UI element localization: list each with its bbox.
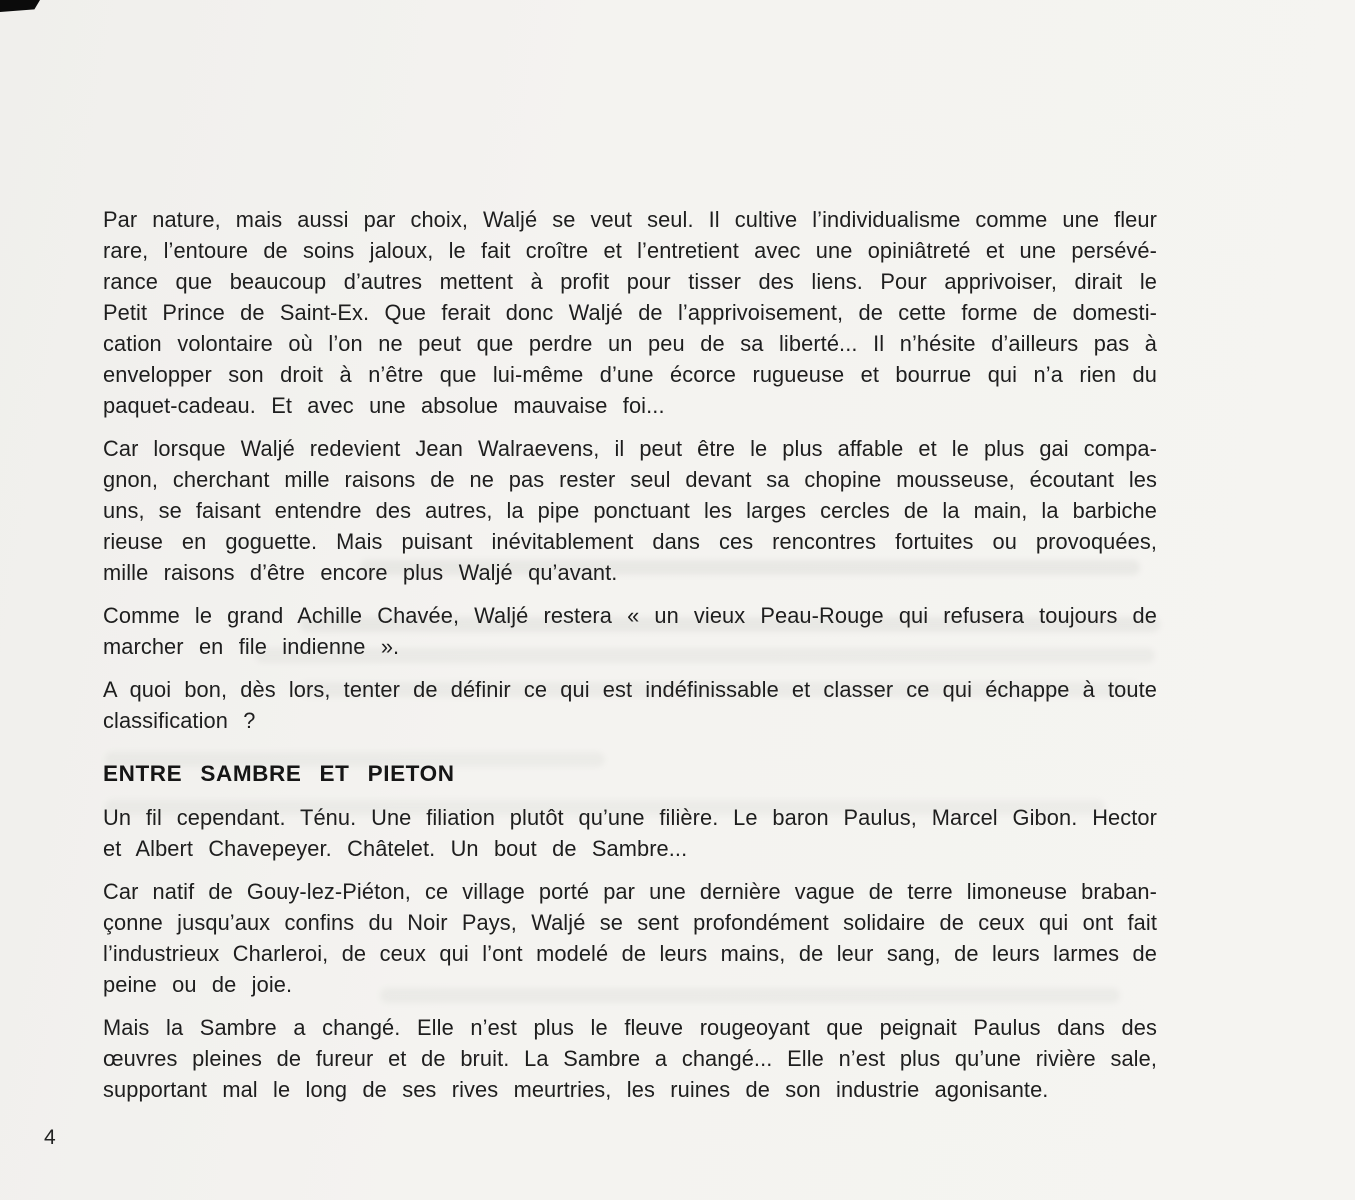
text-line: cation volontaire où l’on ne peut que perdre un peu de sa liberté... Il n’hésite d’ailleurs pas à — [103, 331, 1157, 356]
paragraph — [103, 1012, 1157, 1105]
paragraph — [103, 204, 1157, 421]
paragraph — [103, 802, 1157, 864]
text-line: Petit Prince de Saint-Ex. Que ferait donc Waljé de l’apprivoisement, de cette forme de domesti- — [103, 300, 1157, 325]
text-line: A quoi bon, dès lors, tenter de définir ce qui est indéfinissable et classer ce qui échappe à toute — [103, 677, 1157, 702]
text-line: Par nature, mais aussi par choix, Waljé se veut seul. Il cultive l’individualisme comme une fleur — [103, 207, 1157, 232]
text-line: Mais la Sambre a changé. Elle n’est plus le fleuve rougeoyant que peignait Paulus dans des — [103, 1015, 1157, 1040]
text-line: rare, l’entoure de soins jaloux, le fait croître et l’entretient avec une opiniâtreté et une persévé- — [103, 238, 1157, 263]
text-line: envelopper son droit à n’être que lui-même d’une écorce rugueuse et bourrue qui n’a rien du — [103, 362, 1157, 387]
text-line: gnon, cherchant mille raisons de ne pas rester seul devant sa chopine mousseuse, écoutant les — [103, 467, 1157, 492]
text-line: classification ? — [103, 708, 256, 733]
text-line: mille raisons d’être encore plus Waljé qu’avant. — [103, 560, 618, 585]
page-number: 4 — [44, 1126, 56, 1149]
text-line: peine ou de joie. — [103, 972, 293, 997]
text-line: rieuse en goguette. Mais puisant inévitablement dans ces rencontres fortuites ou provoquées, — [103, 529, 1157, 554]
text-line: Un fil cependant. Ténu. Une filiation plutôt qu’une filière. Le baron Paulus, Marcel Gibon. Hector — [103, 805, 1157, 830]
text-line: Car natif de Gouy-lez-Piéton, ce village porté par une dernière vague de terre limoneuse braban- — [103, 879, 1157, 904]
text-line: paquet-cadeau. Et avec une absolue mauvaise foi... — [103, 393, 665, 418]
text-line: uns, se faisant entendre des autres, la pipe ponctuant les larges cercles de la main, la barbiche — [103, 498, 1157, 523]
text-line: Comme le grand Achille Chavée, Waljé restera « un vieux Peau-Rouge qui refusera toujours de — [103, 603, 1157, 628]
page-text-column — [103, 204, 1157, 1117]
section-heading: ENTRE SAMBRE ET PIETON — [103, 761, 455, 786]
text-line: çonne jusqu’aux confins du Noir Pays, Waljé se sent profondément solidaire de ceux qui ont fait — [103, 910, 1157, 935]
scan-edge-mark — [0, 0, 40, 12]
paragraph — [103, 600, 1157, 662]
text-line: œuvres pleines de fureur et de bruit. La Sambre a changé... Elle n’est plus qu’une rivière sale, — [103, 1046, 1157, 1071]
text-line: l’industrieux Charleroi, de ceux qui l’ont modelé de leurs mains, de leur sang, de leurs larmes de — [103, 941, 1157, 966]
text-line: et Albert Chavepeyer. Châtelet. Un bout de Sambre... — [103, 836, 688, 861]
paragraph — [103, 674, 1157, 736]
text-line: supportant mal le long de ses rives meurtries, les ruines de son industrie agonisante. — [103, 1077, 1049, 1102]
text-line: marcher en file indienne ». — [103, 634, 400, 659]
paragraph — [103, 433, 1157, 588]
text-line: Car lorsque Waljé redevient Jean Walraevens, il peut être le plus affable et le plus gai compa- — [103, 436, 1157, 461]
text-line: rance que beaucoup d’autres mettent à profit pour tisser des liens. Pour apprivoiser, dirait le — [103, 269, 1157, 294]
paragraph — [103, 876, 1157, 1000]
